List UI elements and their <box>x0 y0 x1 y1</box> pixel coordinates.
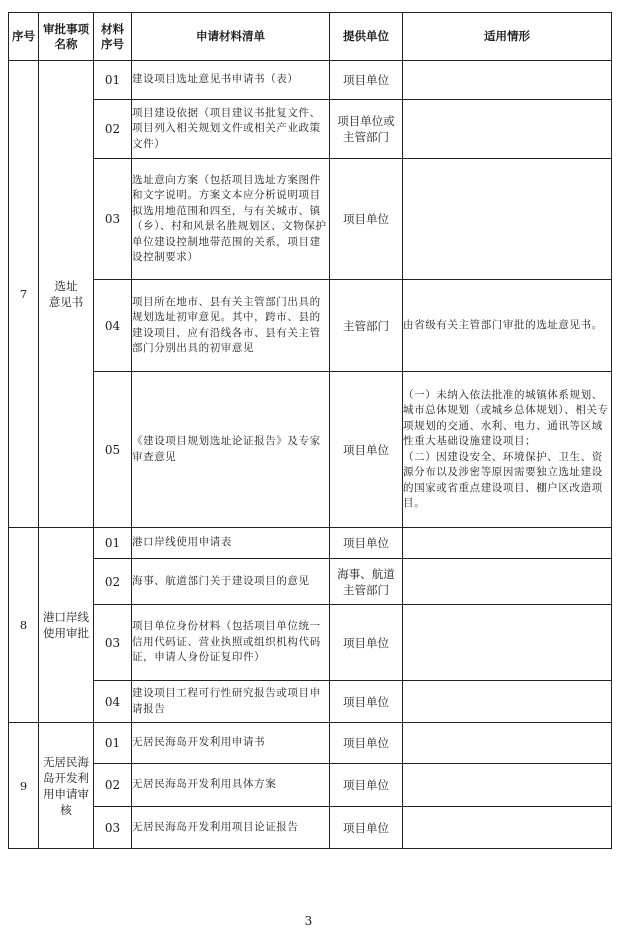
provider: 项目单位 <box>330 723 403 764</box>
header-materials: 申请材料清单 <box>132 13 330 61</box>
material-no: 03 <box>94 605 132 681</box>
provider: 项目单位或 主管部门 <box>330 100 403 159</box>
provider: 海事、航道 主管部门 <box>330 559 403 605</box>
provider: 主管部门 <box>330 280 403 372</box>
table-row <box>9 681 612 723</box>
material-text: 建设项目选址意见书申请书（表） <box>132 61 330 100</box>
header-applicable: 适用情形 <box>403 13 612 61</box>
provider: 项目单位 <box>330 605 403 681</box>
provider: 项目单位 <box>330 159 403 280</box>
applicable <box>403 723 612 764</box>
provider: 项目单位 <box>330 764 403 807</box>
group-seq: 9 <box>9 723 39 849</box>
header-material-seq: 材料 序号 <box>94 13 132 61</box>
applicable <box>403 100 612 159</box>
material-no: 01 <box>94 723 132 764</box>
material-text: 无居民海岛开发利用申请书 <box>132 723 330 764</box>
table-row <box>9 280 612 372</box>
applicable <box>403 61 612 100</box>
approval-materials-table <box>8 12 612 849</box>
header-item-name: 审批事项 名称 <box>39 13 94 61</box>
material-no: 04 <box>94 280 132 372</box>
material-text: 建设项目工程可行性研究报告或项目申请报告 <box>132 681 330 723</box>
applicable: （一）未纳入依法批准的城镇体系规划、城市总体规划（或城乡总体规划）、相关专项规划的交通、水利、电力、通讯等区域性重大基础设施建设项目； （二）因建设安全、环境保护、卫生、资源分布以及涉密等原因需要独立选址建设的国家或省重点建设项目、棚户区改造项目。 <box>403 372 612 528</box>
applicable <box>403 559 612 605</box>
table-row <box>9 764 612 807</box>
page-number: 3 <box>304 914 313 928</box>
provider: 项目单位 <box>330 61 403 100</box>
material-no: 02 <box>94 100 132 159</box>
group-name: 港口岸线 使用审批 <box>39 528 94 723</box>
material-no: 04 <box>94 681 132 723</box>
material-no: 01 <box>94 528 132 559</box>
table-row <box>9 372 612 528</box>
table-row <box>9 528 612 559</box>
material-text: 项目所在地市、县有关主管部门出具的规划选址初审意见。其中，跨市、县的建设项目，应有沿线各市、县有关主管部门分别出具的初审意见 <box>132 280 330 372</box>
material-text: 港口岸线使用申请表 <box>132 528 330 559</box>
header-row <box>9 13 612 61</box>
group-seq: 7 <box>9 61 39 528</box>
material-text: 项目单位身份材料（包括项目单位统一信用代码证、营业执照或组织机构代码证，申请人身份证复印件） <box>132 605 330 681</box>
applicable <box>403 605 612 681</box>
applicable <box>403 681 612 723</box>
applicable <box>403 807 612 849</box>
table-row <box>9 723 612 764</box>
material-text: 无居民海岛开发利用具体方案 <box>132 764 330 807</box>
applicable <box>403 159 612 280</box>
material-text: 无居民海岛开发利用项目论证报告 <box>132 807 330 849</box>
material-no: 03 <box>94 159 132 280</box>
table-row <box>9 605 612 681</box>
material-no: 02 <box>94 764 132 807</box>
table-row <box>9 807 612 849</box>
provider: 项目单位 <box>330 681 403 723</box>
table-row <box>9 159 612 280</box>
provider: 项目单位 <box>330 528 403 559</box>
applicable <box>403 528 612 559</box>
header-seq: 序号 <box>9 13 39 61</box>
table-row <box>9 61 612 100</box>
applicable: 由省级有关主管部门审批的选址意见书。 <box>403 280 612 372</box>
table-row <box>9 559 612 605</box>
group-seq: 8 <box>9 528 39 723</box>
material-text: 选址意向方案（包括项目选址方案图件和文字说明。方案文本应分析说明项目拟选用地范围和四至，与有关城市、镇（乡）、村和风景名胜规划区、文物保护单位建设控制地带范围的关系，项目建设控制要求） <box>132 159 330 280</box>
group-name: 选址 意见书 <box>39 61 94 528</box>
header-provider: 提供单位 <box>330 13 403 61</box>
group-name: 无居民海 岛开发利 用申请审 核 <box>39 723 94 849</box>
table-row <box>9 100 612 159</box>
provider: 项目单位 <box>330 372 403 528</box>
material-text: 海事、航道部门关于建设项目的意见 <box>132 559 330 605</box>
provider: 项目单位 <box>330 807 403 849</box>
material-no: 05 <box>94 372 132 528</box>
material-no: 01 <box>94 61 132 100</box>
material-text: 《建设项目规划选址论证报告》及专家审查意见 <box>132 372 330 528</box>
material-text: 项目建设依据（项目建议书批复文件、项目列入相关规划文件或相关产业政策文件） <box>132 100 330 159</box>
material-no: 02 <box>94 559 132 605</box>
material-no: 03 <box>94 807 132 849</box>
applicable <box>403 764 612 807</box>
